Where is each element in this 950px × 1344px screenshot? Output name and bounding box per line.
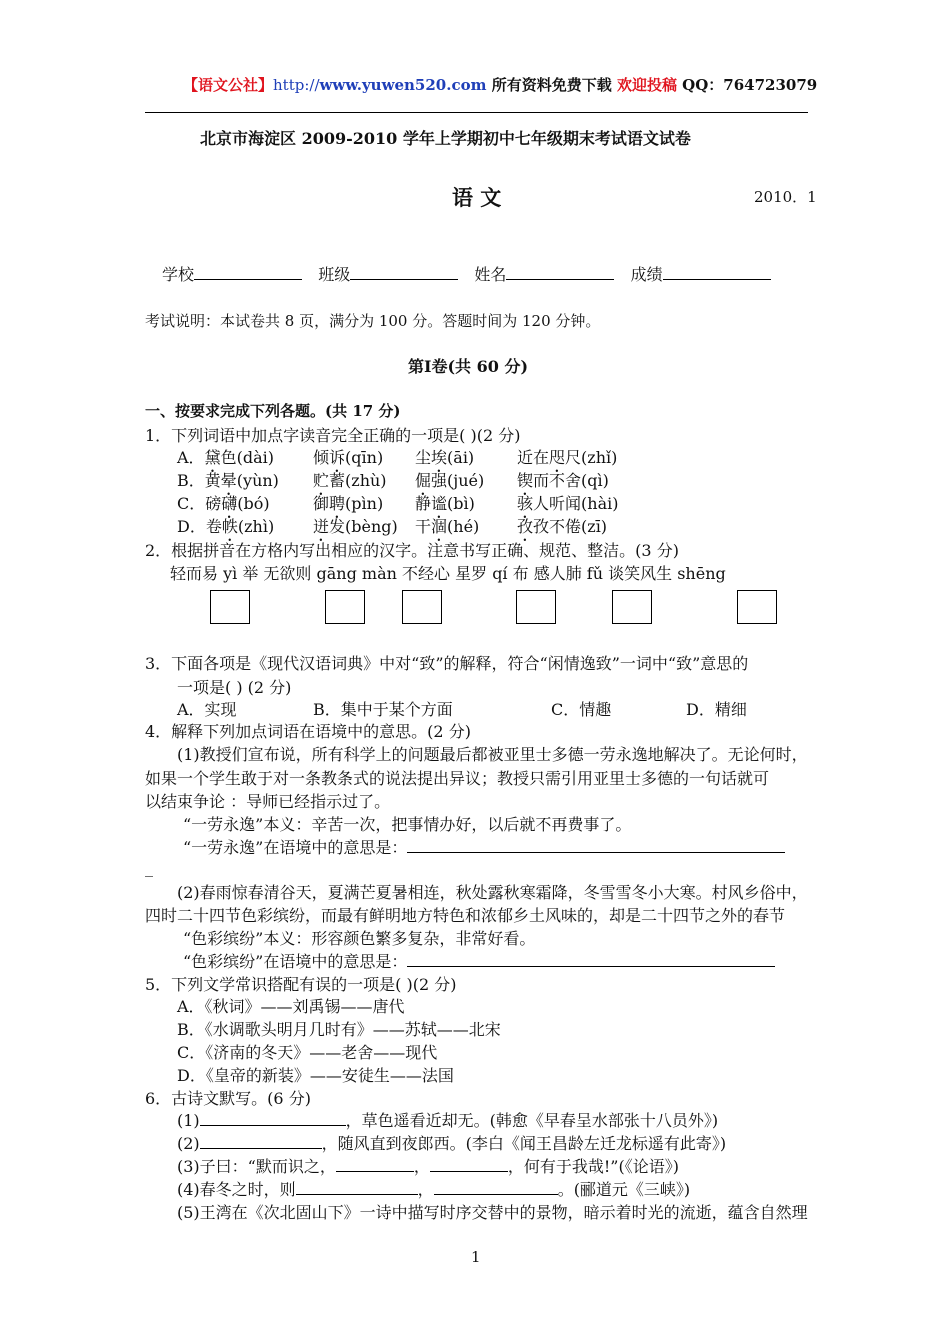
q4-passage1-line1: (1)教授们宣布说，所有科学上的问题最后都被亚里士多德一劳永逸地解决了。无论何时， <box>177 745 808 764</box>
answer-box-3[interactable] <box>402 590 442 624</box>
qq-text: QQ：764723079 <box>676 76 818 94</box>
label-class: 班级 <box>318 265 351 284</box>
q4-meaning1: “一劳永逸”本义：辛苦一次，把事情办好，以后就不再费事了。 <box>183 815 632 834</box>
q5-option-b[interactable]: B．《水调歌头明月几时有》——苏轼——北宋 <box>177 1020 501 1039</box>
q6-item3 <box>177 1154 679 1177</box>
q6-item5: (5)王湾在《次北固山下》一诗中描写时序交替中的景物，暗示着时光的流逝，蕴含自然理 <box>177 1203 808 1222</box>
q1-option-c-word-4: 骇人听闻(hài) <box>517 494 619 513</box>
q6-item1-num: (1) <box>177 1111 200 1130</box>
label-name: 姓名 <box>474 265 507 284</box>
q1-option-a-word-4: 近在咫尺(zhǐ) <box>517 448 618 467</box>
q6-item3-text-a: (3)子曰：“默而识之， <box>177 1157 336 1176</box>
volume-title: 第Ⅰ卷(共 60 分) <box>408 357 529 376</box>
q3-option-a[interactable]: A．实现 <box>177 700 237 719</box>
q6-item2-text: ，随风直到夜郎西。(李白《闻王昌龄左迁龙标遥有此寄》) <box>321 1134 727 1153</box>
q6-item3-text-b: ，何有于我哉!”(《论语》) <box>507 1157 679 1176</box>
q1-option-b-word-1: B．黄晕(yùn) <box>177 471 279 490</box>
q6-item4-text-a: (4)春冬之时，则 <box>177 1180 296 1199</box>
q4-passage2-line1: (2)春雨惊春清谷天，夏满芒夏暑相连，秋处露秋寒霜降，冬雪雪冬小大寒。村风乡俗中， <box>177 883 808 902</box>
url-domain[interactable]: www.yuwen520.com <box>319 76 487 94</box>
answer-box-1[interactable] <box>210 590 250 624</box>
q4-answer2-field[interactable] <box>407 966 775 967</box>
free-download-text: 所有资料免费下载 <box>486 76 617 94</box>
q6-item3-field2[interactable] <box>430 1171 508 1172</box>
exam-date: 2010．1 <box>754 188 817 206</box>
q6-item4 <box>177 1177 690 1200</box>
q6-item1 <box>177 1108 718 1131</box>
answer-box-6[interactable] <box>737 590 777 624</box>
q3-option-c[interactable]: C．情趣 <box>551 700 612 719</box>
score-field[interactable] <box>663 279 771 280</box>
answer-box-4[interactable] <box>516 590 556 624</box>
q1-option-d-word-1: D．卷帙(zhì) <box>177 517 275 536</box>
q4-context1-label: “一劳永逸”在语境中的意思是： <box>183 838 408 857</box>
q5-stem: 5．下列文学常识搭配有误的一项是( )(2 分) <box>145 975 457 994</box>
student-info-line <box>162 262 771 285</box>
q1-option-d-word-3: 干涸(hé) <box>415 517 480 536</box>
q6-item2-num: (2) <box>177 1134 200 1153</box>
q3-option-b[interactable]: B．集中于某个方面 <box>313 700 453 719</box>
page-number: 1 <box>471 1248 481 1266</box>
q4-context2-label: “色彩缤纷”在语境中的意思是： <box>183 952 408 971</box>
q6-item4-field1[interactable] <box>296 1194 418 1195</box>
url-prefix[interactable]: http:// <box>273 76 320 94</box>
site-header <box>183 74 817 95</box>
q6-item1-text: ，草色遥看近却无。(韩愈《早春呈水部张十八员外》) <box>345 1111 719 1130</box>
q5-option-c[interactable]: C．《济南的冬天》——老舍——现代 <box>177 1043 438 1062</box>
brand-label: 【语文公社】 <box>183 76 274 94</box>
answer-box-5[interactable] <box>612 590 652 624</box>
q1-option-b-word-4: 锲而不舍(qì) <box>517 471 609 490</box>
q1-option-d-word-4: 孜孜不倦(zī) <box>517 517 608 536</box>
q6-item4-comma: ， <box>417 1180 434 1199</box>
q1-option-c-word-2: 御聘(pìn) <box>313 494 384 513</box>
q1-option-a-word-1: A．黛色(dài) <box>177 448 274 467</box>
q6-item4-field2[interactable] <box>434 1194 558 1195</box>
q3-stem-line2: 一项是( ) (2 分) <box>177 678 292 697</box>
q6-item3-field1[interactable] <box>336 1171 414 1172</box>
q4-answer1-field[interactable] <box>407 852 785 853</box>
q4-context1 <box>183 835 785 858</box>
q3-stem-line1: 3．下面各项是《现代汉语词典》中对“致”的解释，符合“闲情逸致”一词中“致”意思的 <box>145 654 749 673</box>
subject-title: 语 文 <box>452 185 502 210</box>
q4-passage1-line2: 如果一个学生敢于对一条教条式的说法提出异议；教授只需引用亚里士多德的一句话就可 <box>145 769 770 788</box>
q1-option-a-word-2: 倾诉(qīn) <box>313 448 384 467</box>
q6-stem: 6．古诗文默写。(6 分) <box>145 1089 311 1108</box>
q4-context2 <box>183 949 775 972</box>
q3-option-d[interactable]: D．精细 <box>686 700 747 719</box>
class-field[interactable] <box>350 279 458 280</box>
label-school: 学校 <box>162 265 195 284</box>
q1-option-d-word-2: 迸发(bèng) <box>313 517 398 536</box>
section-1-title: 一、按要求完成下列各题。(共 17 分) <box>145 402 401 420</box>
q1-option-b-word-3: 倔强(jué) <box>415 471 485 490</box>
q5-option-d[interactable]: D．《皇帝的新装》——安徒生——法国 <box>177 1066 454 1085</box>
q6-item2-field[interactable] <box>200 1148 322 1149</box>
q4-stem: 4．解释下列加点词语在语境中的意思。(2 分) <box>145 722 471 741</box>
label-score: 成绩 <box>630 265 663 284</box>
q1-option-a-word-3: 尘埃(āi) <box>415 448 475 467</box>
q1-option-c-word-1: C．磅礴(bó) <box>177 494 270 513</box>
answer-box-2[interactable] <box>325 590 365 624</box>
welcome-text: 欢迎投稿 <box>616 76 677 94</box>
school-field[interactable] <box>194 279 302 280</box>
header-divider <box>145 112 808 113</box>
exam-instructions: 考试说明：本试卷共 8 页，满分为 100 分。答题时间为 120 分钟。 <box>145 312 601 330</box>
q4-overflow-dash: _ <box>145 858 153 877</box>
q6-item2 <box>177 1131 726 1154</box>
q2-stem: 2．根据拼音在方格内写出相应的汉字。注意书写正确、规范、整洁。(3 分) <box>145 541 679 560</box>
q2-pinyin-words: 轻而易 yì 举 无欲则 gāng màn 不经心 星罗 qí 布 感人肺 fǔ 谈笑风生 shēng <box>170 564 726 583</box>
q6-item4-text-b: 。(郦道元《三峡》) <box>557 1180 691 1199</box>
q6-item3-comma: ， <box>413 1157 430 1176</box>
q1-option-c-word-3: 静谧(bì) <box>415 494 475 513</box>
name-field[interactable] <box>506 279 614 280</box>
q4-passage1-line3: 以结束争论 ：导师已经指示过了。 <box>145 792 391 811</box>
q1-stem: 1．下列词语中加点字读音完全正确的一项是( )(2 分) <box>145 426 521 445</box>
exam-title: 北京市海淀区 2009-2010 学年上学期初中七年级期末考试语文试卷 <box>200 129 691 148</box>
q5-option-a[interactable]: A．《秋词》——刘禹锡——唐代 <box>177 997 405 1016</box>
q4-meaning2: “色彩缤纷”本义：形容颜色繁多复杂，非常好看。 <box>183 929 536 948</box>
q1-option-b-word-2: 贮蓄(zhù) <box>313 471 387 490</box>
q4-passage2-line2: 四时二十四节色彩缤纷，而最有鲜明地方特色和浓郁乡土风味的，却是二十四节之外的春节 <box>145 906 786 925</box>
q6-item1-field[interactable] <box>200 1125 346 1126</box>
